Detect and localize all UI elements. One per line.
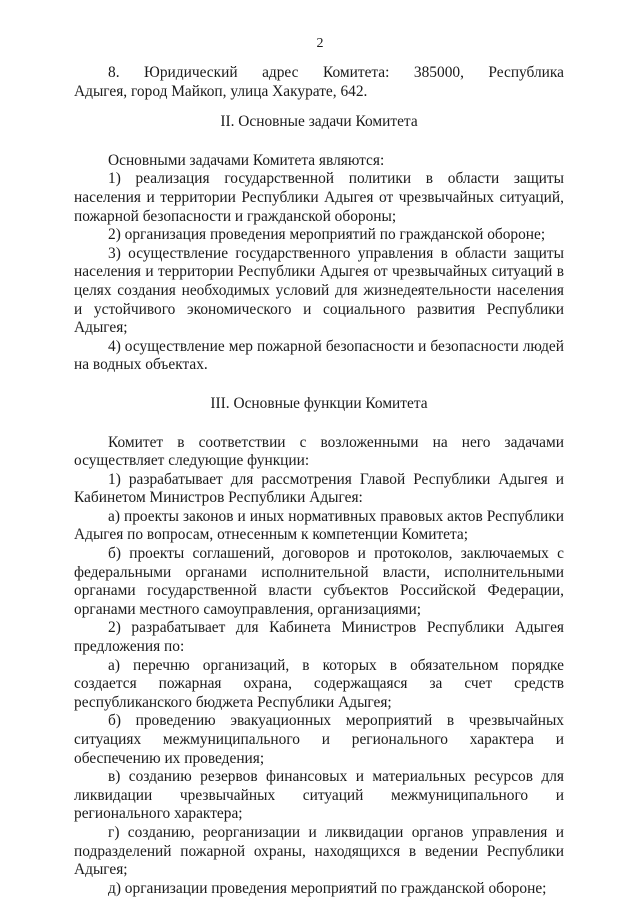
section-3-heading: III. Основные функции Комитета bbox=[210, 394, 428, 412]
function-paragraph-4: б) проекты соглашений, договоров и протоколов, заключаемых с федеральными органами исполнительной власти, исполнительными органами государственной власти субъектов Российской Федерации, органами местного самоуправления, организациями; bbox=[74, 545, 564, 618]
page-number: 2 bbox=[316, 36, 324, 51]
document-body bbox=[74, 64, 564, 898]
task-item-1: 1) реализация государственной политики в области защиты населения и территории Республики Адыгея от чрезвычайных ситуаций, пожарной безопасности и гражданской обороны; bbox=[74, 170, 564, 225]
function-paragraph-10: д) организации проведения мероприятий по гражданской обороне; bbox=[108, 879, 547, 897]
section-2-heading: II. Основные задачи Комитета bbox=[220, 113, 418, 131]
function-paragraph-2: 1) разрабатывает для рассмотрения Главой Республики Адыгея и Кабинетом Министров Республики Адыгея: bbox=[74, 470, 564, 507]
task-item-2: 2) организация проведения мероприятий по гражданской обороне; bbox=[108, 226, 546, 244]
address-line-1: 8. Юридический адрес Комитета: 385000, Республика bbox=[108, 64, 564, 81]
address-line-2: Адыгея, город Майкоп, улица Хакурате, 642. bbox=[74, 82, 368, 100]
task-item-4: 4) осуществление мер пожарной безопасности и безопасности людей на водных объектах. bbox=[74, 337, 564, 374]
function-paragraph-3: а) проекты законов и иных нормативных правовых актов Республики Адыгея по вопросам, отнесенным к компетенции Комитета; bbox=[74, 507, 564, 544]
function-paragraph-6: а) перечню организаций, в которых в обязательном порядке создается пожарная охрана, содержащаяся за счет средств республиканского бюджета Республики Адыгея; bbox=[74, 656, 564, 711]
function-paragraph-5: 2) разрабатывает для Кабинета Министров Республики Адыгея предложения по: bbox=[74, 619, 564, 656]
function-paragraph-1: Комитет в соответствии с возложенными на него задачами осуществляет следующие функции: bbox=[74, 433, 564, 470]
function-paragraph-9: г) созданию, реорганизации и ликвидации органов управления и подразделений пожарной охраны, находящихся в ведении Республики Адыгея; bbox=[74, 823, 564, 879]
function-paragraph-7: б) проведению эвакуационных мероприятий в чрезвычайных ситуациях межмуниципального и регионального характера и обеспечению их проведения; bbox=[74, 712, 564, 767]
function-paragraph-8: в) созданию резервов финансовых и материальных ресурсов для ликвидации чрезвычайных ситуаций межмуниципального и регионального характера; bbox=[74, 768, 564, 823]
section-2-intro: Основными задачами Комитета являются: bbox=[108, 151, 385, 169]
task-item-3: 3) осуществление государственного управления в области защиты населения и территории Республики Адыгея от чрезвычайных ситуаций в целях создания необходимых условий для жизнедеятельности населения и устойчивого экономического и социального развития Республики Адыгея; bbox=[74, 244, 564, 337]
